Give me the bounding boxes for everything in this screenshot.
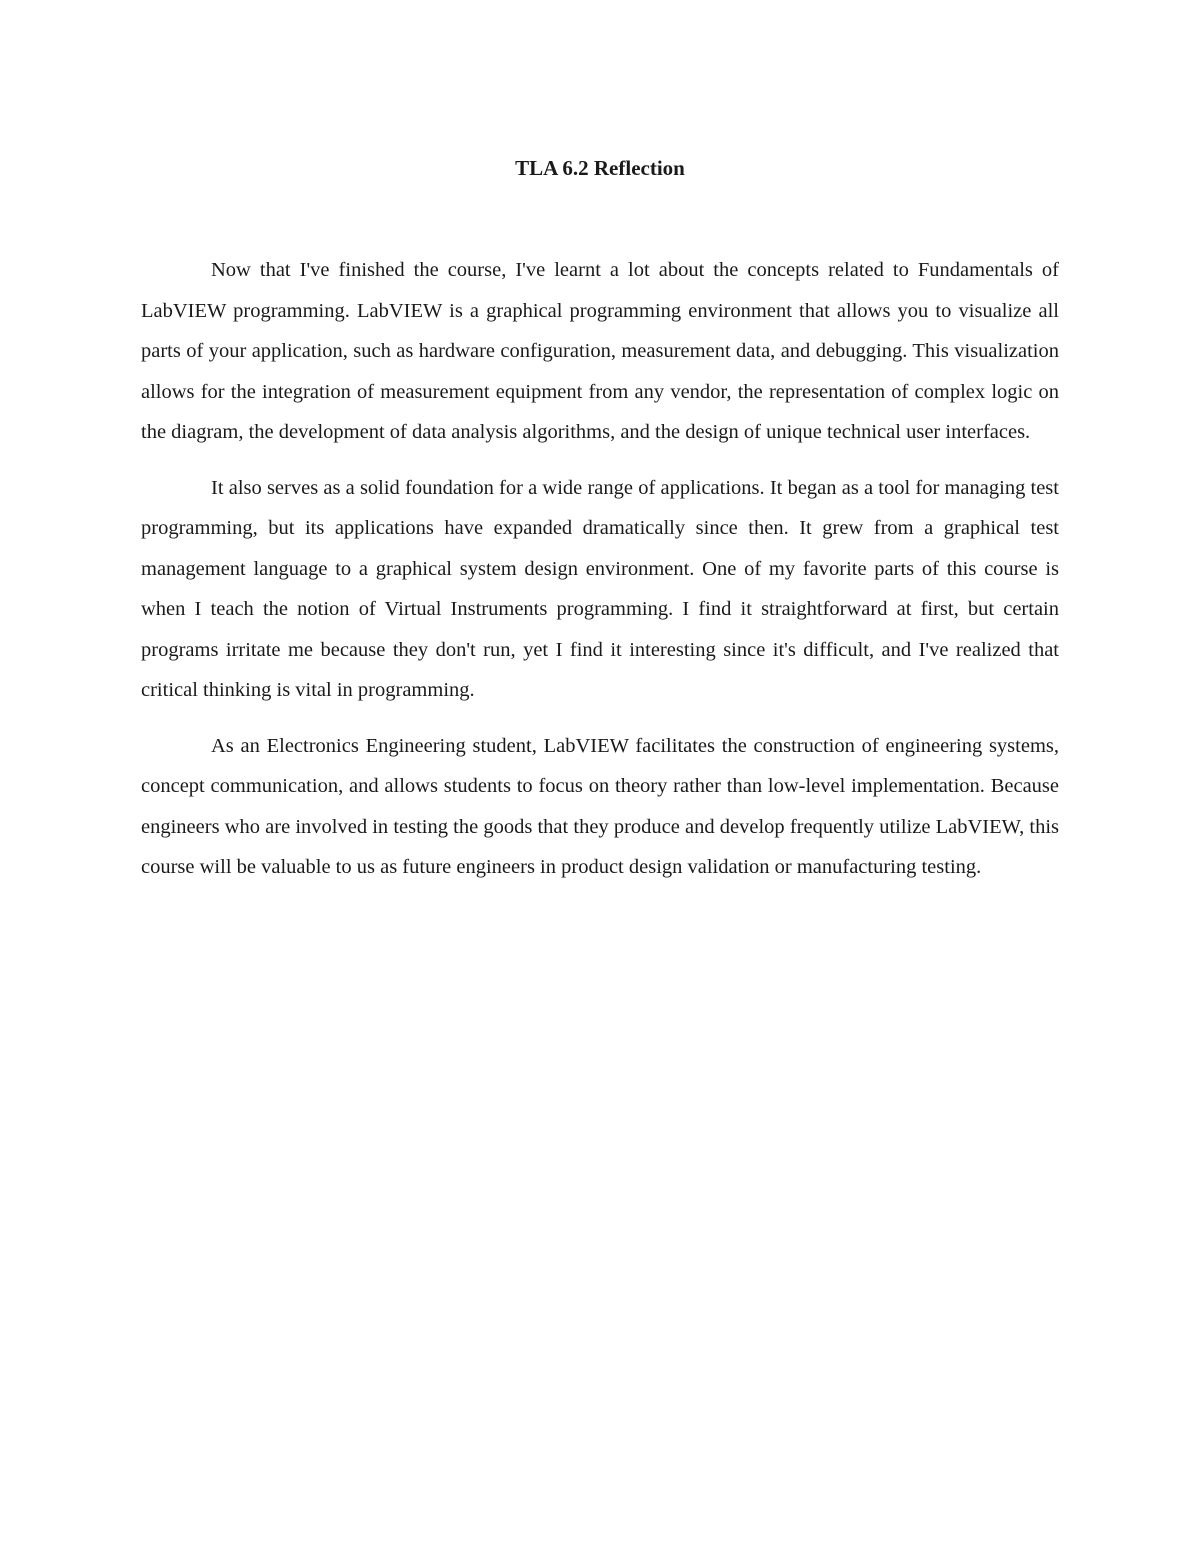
document-title: TLA 6.2 Reflection [515, 156, 685, 180]
paragraph-2: It also serves as a solid foundation for a wide range of applications. It began as a tool for managing test programming, but its applications have expanded dramatically since then. It grew from a graphical test management language to a graphical system design environment. One of my favorite parts of this course is when I teach the notion of Virtual Instruments programming. I find it straightforward at first, but certain programs irritate me because they don't run, yet I find it interesting since it's difficult, and I've realized that critical thinking is vital in programming. [141, 476, 1059, 701]
paragraph-1: Now that I've finished the course, I've learnt a lot about the concepts related to Fundamentals of LabVIEW programming. LabVIEW is a graphical programming environment that allows you to visualize all parts of your application, such as hardware configuration, measurement data, and debugging. This visualization allows for the integration of measurement equipment from any vendor, the representation of complex logic on the diagram, the development of data analysis algorithms, and the design of unique technical user interfaces. [141, 259, 1059, 443]
document-body [141, 250, 1059, 903]
paragraph-3: As an Electronics Engineering student, LabVIEW facilitates the construction of engineering systems, concept communication, and allows students to focus on theory rather than low-level implementation. Because engineers who are involved in testing the goods that they produce and develop frequently utilize LabVIEW, this course will be valuable to us as future engineers in product design validation or manufacturing testing. [141, 734, 1059, 878]
